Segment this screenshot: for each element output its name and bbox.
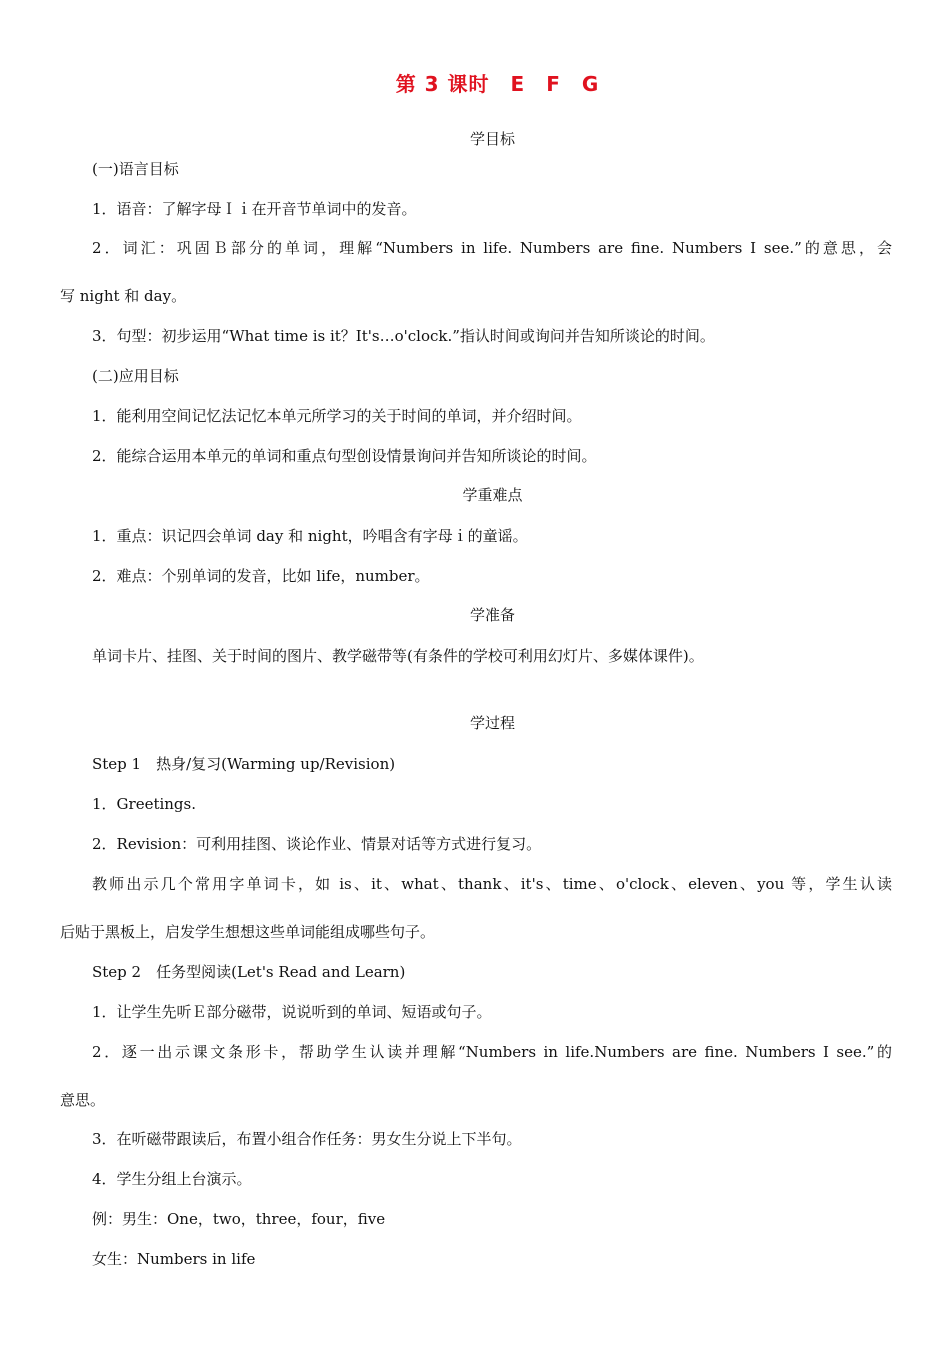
paragraph-phonics: 1．语音：了解字母Ｉｉ在开音节单词中的发音。 xyxy=(92,200,417,218)
example-boys-line: 例：男生：One，two，three，four，five xyxy=(92,1210,386,1228)
paragraph-text-strips-continued: 意思。 xyxy=(60,1091,106,1109)
section-heading-key-points: 学重难点 xyxy=(462,486,523,504)
paragraph-application-2: 2．能综合运用本单元的单词和重点句型创设情景询问并告知所谈论的时间。 xyxy=(92,447,597,465)
section-heading-objectives: 学目标 xyxy=(469,130,515,148)
paragraph-difficult-point: 2．难点：个别单词的发音，比如 life，number。 xyxy=(92,567,430,585)
paragraph-group-task: 3．在听磁带跟读后，布置小组合作任务：男女生分说上下半句。 xyxy=(92,1130,522,1148)
subheading-language-objectives: (一)语言目标 xyxy=(92,160,179,178)
paragraph-greetings: 1．Greetings. xyxy=(92,795,197,813)
section-heading-process: 学过程 xyxy=(469,714,515,732)
paragraph-sentence-patterns: 3．句型：初步运用“What time is it？It's…o'clock.”指认时间或询问并告知所谈论的时间。 xyxy=(92,327,715,345)
paragraph-word-cards: 教师出示几个常用字单词卡，如 is、it、what、thank、it's、time、o'clock、eleven、you 等，学生认读 xyxy=(92,875,892,893)
paragraph-vocabulary-continued: 写 night 和 day。 xyxy=(60,287,187,305)
paragraph-application-1: 1．能利用空间记忆法记忆本单元所学习的关于时间的单词，并介绍时间。 xyxy=(92,407,582,425)
paragraph-listen-tape: 1．让学生先听Ｅ部分磁带，说说听到的单词、短语或句子。 xyxy=(92,1003,492,1021)
example-girls-line: 女生：Numbers in life xyxy=(92,1250,256,1268)
subheading-application-objectives: (二)应用目标 xyxy=(92,367,179,385)
step-1-heading: Step 1 热身/复习(Warming up/Revision) xyxy=(92,755,396,773)
paragraph-text-strips: 2．逐一出示课文条形卡，帮助学生认读并理解“Numbers in life.Numbers are fine. Numbers I see.”的 xyxy=(92,1043,892,1061)
paragraph-word-cards-continued: 后贴于黑板上，启发学生想想这些单词能组成哪些句子。 xyxy=(60,923,436,941)
paragraph-group-demo: 4．学生分组上台演示。 xyxy=(92,1170,252,1188)
paragraph-vocabulary: 2．词汇：巩固Ｂ部分的单词，理解“Numbers in life. Numbers are fine. Numbers I see.”的意思，会 xyxy=(92,239,892,257)
section-heading-preparation: 学准备 xyxy=(469,606,515,624)
lesson-title: 第 3 课时 E F G xyxy=(395,72,600,96)
step-2-heading: Step 2 任务型阅读(Let's Read and Learn) xyxy=(92,963,406,981)
paragraph-key-point: 1．重点：识记四会单词 day 和 night，吟唱含有字母ｉ的童谣。 xyxy=(92,527,528,545)
paragraph-revision: 2．Revision：可利用挂图、谈论作业、情景对话等方式进行复习。 xyxy=(92,835,542,853)
paragraph-preparation: 单词卡片、挂图、关于时间的图片、教学磁带等(有条件的学校可利用幻灯片、多媒体课件)。 xyxy=(92,647,704,665)
